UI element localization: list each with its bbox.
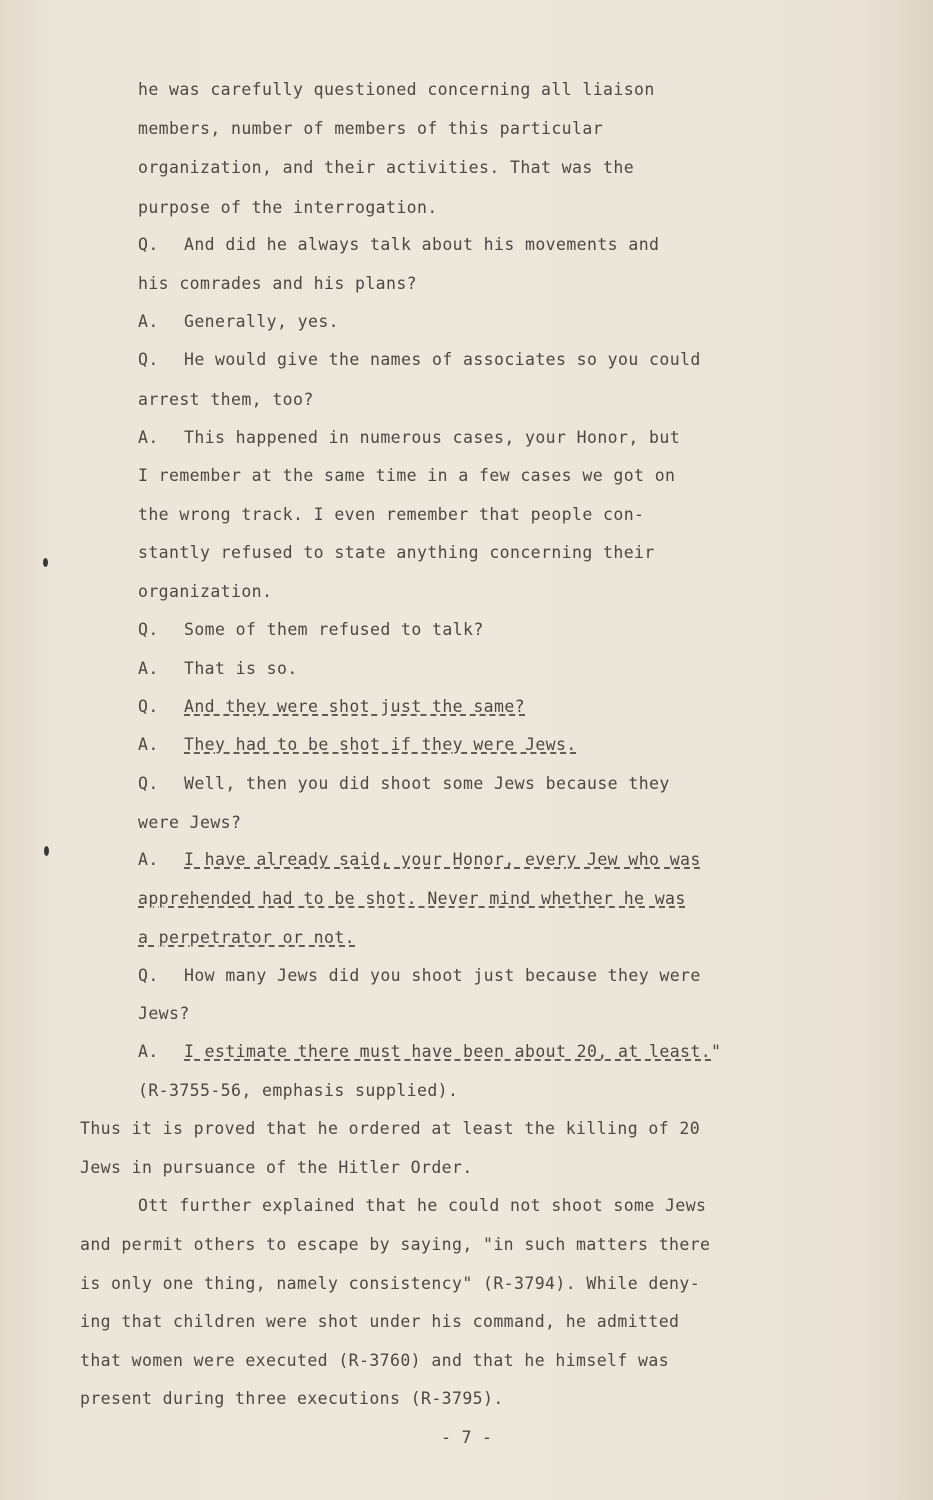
question-text-underlined: And they were shot just the same? (184, 697, 526, 716)
text-line: organization, and their activities. That was the (138, 158, 635, 177)
text-line: arrest them, too? (138, 390, 314, 409)
text-line: his comrades and his plans? (138, 274, 418, 293)
page-number: - 7 - (440, 1428, 493, 1448)
paragraph-start: Ott further explained that he could not shoot some Jews (138, 1196, 707, 1215)
text-line: Jews? (138, 1004, 190, 1023)
answer-text-underlined: They had to be shot if they were Jews. (184, 735, 577, 754)
answer-label: A. (138, 1042, 159, 1061)
answer-text: This happened in numerous cases, your Honor, but (184, 428, 681, 447)
punch-mark (43, 558, 48, 567)
text-line: the wrong track. I even remember that people con- (138, 505, 645, 524)
question-label: Q. (138, 697, 159, 716)
answer-text-underlined: I estimate there must have been about 20, at least. (184, 1042, 712, 1061)
question-label: Q. (138, 774, 159, 793)
text-line: ing that children were shot under his command, he admitted (80, 1312, 680, 1331)
question-text: And did he always talk about his movements and (184, 235, 660, 254)
question-label: Q. (138, 620, 159, 639)
answer-label: A. (138, 735, 159, 754)
text-line: and permit others to escape by saying, "in such matters there (80, 1235, 711, 1254)
text-line: is only one thing, namely consistency" (R-3794). While deny- (80, 1274, 701, 1293)
answer-label: A. (138, 659, 159, 678)
text-line-underlined: a perpetrator or not. (138, 928, 356, 947)
text-line-underlined: apprehended had to be shot. Never mind whether he was (138, 889, 686, 908)
text-line: Jews in pursuance of the Hitler Order. (80, 1158, 473, 1177)
question-label: Q. (138, 235, 159, 254)
answer-label: A. (138, 850, 159, 869)
text-line: stantly refused to state anything concerning their (138, 543, 655, 562)
answer-label: A. (138, 428, 159, 447)
answer-text-underlined: I have already said, your Honor, every Jew who was (184, 850, 701, 869)
question-text: Well, then you did shoot some Jews because they (184, 774, 670, 793)
text-line: present during three executions (R-3795). (80, 1389, 504, 1408)
answer-label: A. (138, 312, 159, 331)
question-label: Q. (138, 966, 159, 985)
text-line: Thus it is proved that he ordered at least the killing of 20 (80, 1119, 701, 1138)
punch-mark (44, 846, 49, 856)
answer-text: Generally, yes. (184, 312, 340, 331)
answer-text (184, 1042, 721, 1062)
text-line: were Jews? (138, 813, 242, 832)
citation-line: (R-3755-56, emphasis supplied). (138, 1081, 459, 1100)
question-label: Q. (138, 350, 159, 369)
text-line: members, number of members of this particular (138, 119, 604, 138)
question-text: He would give the names of associates so you could (184, 350, 701, 369)
text-line: organization. (138, 582, 273, 601)
question-text: How many Jews did you shoot just because they were (184, 966, 701, 985)
closing-quote: " (711, 1042, 722, 1061)
text-line: I remember at the same time in a few cases we got on (138, 466, 676, 485)
text-line: that women were executed (R-3760) and that he himself was (80, 1351, 670, 1370)
question-text: Some of them refused to talk? (184, 620, 484, 639)
answer-text: That is so. (184, 659, 298, 678)
text-line: purpose of the interrogation. (138, 198, 438, 217)
text-line: he was carefully questioned concerning all liaison (138, 80, 655, 99)
